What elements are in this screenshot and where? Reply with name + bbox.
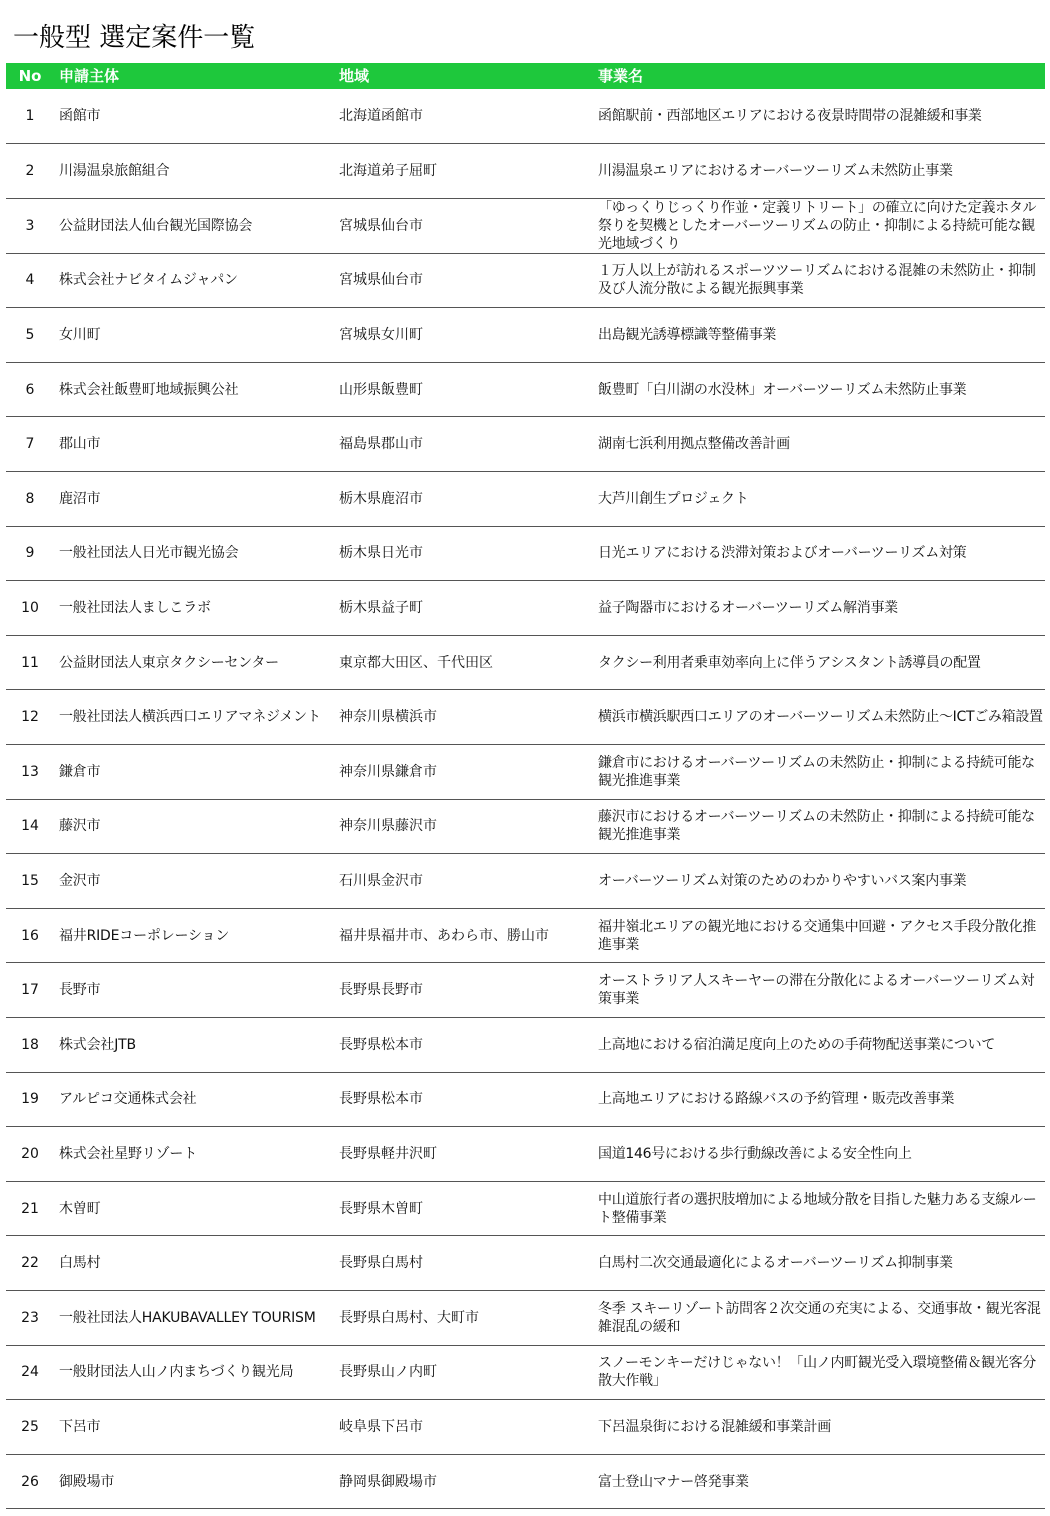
row-applicant: 一般財団法人山ノ内まちづくり観光局 [54,1345,334,1400]
row-region: 宮城県女川町 [334,308,593,363]
row-no: 11 [6,635,54,690]
row-region: 石川県金沢市 [334,854,593,909]
row-no: 9 [6,526,54,581]
row-applicant: 鹿沼市 [54,472,334,527]
row-region: 長野県松本市 [334,1072,593,1127]
row-no: 15 [6,854,54,909]
row-no: 23 [6,1290,54,1345]
row-applicant: 株式会社星野リゾート [54,1127,334,1182]
row-project: 上高地における宿泊満足度向上のための手荷物配送事業について [593,1018,1045,1073]
row-applicant: 株式会社飯豊町地域振興公社 [54,362,334,417]
table-row [6,89,1045,144]
row-applicant: 川湯温泉旅館組合 [54,144,334,199]
row-project: 富士登山マナー啓発事業 [593,1454,1045,1509]
row-no: 2 [6,144,54,199]
table-body [6,89,1045,1509]
row-region: 神奈川県横浜市 [334,690,593,745]
row-applicant: 株式会社ナビタイムジャパン [54,253,334,308]
row-applicant: 下呂市 [54,1400,334,1455]
row-no: 12 [6,690,54,745]
table-row [6,1181,1045,1236]
row-region: 長野県松本市 [334,1018,593,1073]
header-project: 事業名 [593,63,1045,89]
table-row [6,1345,1045,1400]
row-project: 中山道旅行者の選択肢増加による地域分散を目指した魅力ある支線ルート整備事業 [593,1181,1045,1236]
table-row [6,1018,1045,1073]
table-row [6,144,1045,199]
row-no: 13 [6,745,54,800]
table-row [6,799,1045,854]
header-region: 地域 [334,63,593,89]
row-region: 福島県郡山市 [334,417,593,472]
row-region: 栃木県益子町 [334,581,593,636]
row-applicant: 御殿場市 [54,1454,334,1509]
table-row [6,854,1045,909]
row-region: 長野県白馬村、大町市 [334,1290,593,1345]
row-applicant: 一般社団法人HAKUBAVALLEY TOURISM [54,1290,334,1345]
row-no: 17 [6,963,54,1018]
table-row [6,1400,1045,1455]
row-no: 3 [6,198,54,253]
row-project: 藤沢市におけるオーバーツーリズムの未然防止・抑制による持続可能な観光推進事業 [593,799,1045,854]
row-region: 北海道函館市 [334,89,593,144]
header-applicant: 申請主体 [54,63,334,89]
row-project: 上高地エリアにおける路線バスの予約管理・販売改善事業 [593,1072,1045,1127]
row-no: 25 [6,1400,54,1455]
row-project: 下呂温泉街における混雑緩和事業計画 [593,1400,1045,1455]
row-applicant: 女川町 [54,308,334,363]
table-row [6,1454,1045,1509]
row-region: 長野県長野市 [334,963,593,1018]
row-applicant: 木曽町 [54,1181,334,1236]
row-region: 福井県福井市、あわら市、勝山市 [334,908,593,963]
row-applicant: 一般社団法人横浜西口エリアマネジメント [54,690,334,745]
table-row [6,908,1045,963]
row-project: 益子陶器市におけるオーバーツーリズム解消事業 [593,581,1045,636]
row-no: 22 [6,1236,54,1291]
row-applicant: 藤沢市 [54,799,334,854]
row-region: 長野県軽井沢町 [334,1127,593,1182]
row-no: 5 [6,308,54,363]
row-region: 長野県白馬村 [334,1236,593,1291]
row-applicant: 金沢市 [54,854,334,909]
row-applicant: 公益財団法人東京タクシーセンター [54,635,334,690]
row-region: 東京都大田区、千代田区 [334,635,593,690]
row-no: 24 [6,1345,54,1400]
row-applicant: 公益財団法人仙台観光国際協会 [54,198,334,253]
row-project: タクシー利用者乗車効率向上に伴うアシスタント誘導員の配置 [593,635,1045,690]
row-project: 福井嶺北エリアの観光地における交通集中回避・アクセス手段分散化推進事業 [593,908,1045,963]
row-project: 出島観光誘導標識等整備事業 [593,308,1045,363]
table-row [6,362,1045,417]
table-header [6,63,1045,89]
row-region: 岐阜県下呂市 [334,1400,593,1455]
row-applicant: 白馬村 [54,1236,334,1291]
row-region: 山形県飯豊町 [334,362,593,417]
row-project: 冬季 スキーリゾート訪問客２次交通の充実による、交通事故・観光客混雑混乱の緩和 [593,1290,1045,1345]
row-no: 7 [6,417,54,472]
row-no: 18 [6,1018,54,1073]
row-region: 神奈川県藤沢市 [334,799,593,854]
row-project: 鎌倉市におけるオーバーツーリズムの未然防止・抑制による持続可能な観光推進事業 [593,745,1045,800]
selected-projects-table [6,63,1045,1509]
row-region: 宮城県仙台市 [334,198,593,253]
header-no: No [6,63,54,89]
row-no: 20 [6,1127,54,1182]
row-project: 川湯温泉エリアにおけるオーバーツーリズム未然防止事業 [593,144,1045,199]
row-no: 10 [6,581,54,636]
table-row [6,198,1045,253]
row-no: 21 [6,1181,54,1236]
table-row [6,745,1045,800]
table-row [6,1290,1045,1345]
page-title: 一般型 選定案件一覧 [13,23,256,53]
table-row [6,690,1045,745]
row-applicant: アルピコ交通株式会社 [54,1072,334,1127]
table-header-row [6,63,1045,89]
table-row [6,308,1045,363]
row-region: 北海道弟子屈町 [334,144,593,199]
row-applicant: 鎌倉市 [54,745,334,800]
row-region: 栃木県鹿沼市 [334,472,593,527]
row-project: 国道146号における歩行動線改善による安全性向上 [593,1127,1045,1182]
row-no: 6 [6,362,54,417]
table-row [6,526,1045,581]
table-row [6,1072,1045,1127]
row-region: 静岡県御殿場市 [334,1454,593,1509]
table-row [6,417,1045,472]
row-region: 長野県木曽町 [334,1181,593,1236]
row-applicant: 福井RIDEコーポレーション [54,908,334,963]
row-applicant: 株式会社JTB [54,1018,334,1073]
table-row [6,472,1045,527]
row-region: 長野県山ノ内町 [334,1345,593,1400]
row-project: １万人以上が訪れるスポーツツーリズムにおける混雑の未然防止・抑制及び人流分散による観光振興事業 [593,253,1045,308]
row-project: 「ゆっくりじっくり作並・定義リトリート」の確立に向けた定義ホタル祭りを契機としたオーバーツーリズムの防止・抑制による持続可能な観光地域づくり [593,198,1045,253]
row-applicant: 一般社団法人ましこラボ [54,581,334,636]
row-no: 16 [6,908,54,963]
table-row [6,1127,1045,1182]
table-row [6,581,1045,636]
row-applicant: 郡山市 [54,417,334,472]
row-project: スノーモンキーだけじゃない！「山ノ内町観光受入環境整備＆観光客分散大作戦」 [593,1345,1045,1400]
row-project: 飯豊町「白川湖の水没林」オーバーツーリズム未然防止事業 [593,362,1045,417]
row-no: 4 [6,253,54,308]
row-no: 19 [6,1072,54,1127]
row-no: 8 [6,472,54,527]
row-project: 函館駅前・西部地区エリアにおける夜景時間帯の混雑緩和事業 [593,89,1045,144]
row-no: 14 [6,799,54,854]
table-row [6,635,1045,690]
row-applicant: 一般社団法人日光市観光協会 [54,526,334,581]
row-project: 白馬村二次交通最適化によるオーバーツーリズム抑制事業 [593,1236,1045,1291]
row-no: 1 [6,89,54,144]
row-region: 栃木県日光市 [334,526,593,581]
row-project: 横浜市横浜駅西口エリアのオーバーツーリズム未然防止～ICTごみ箱設置 [593,690,1045,745]
row-project: 日光エリアにおける渋滞対策およびオーバーツーリズム対策 [593,526,1045,581]
row-no: 26 [6,1454,54,1509]
row-applicant: 長野市 [54,963,334,1018]
row-region: 神奈川県鎌倉市 [334,745,593,800]
row-project: オーストラリア人スキーヤーの滞在分散化によるオーバーツーリズム対策事業 [593,963,1045,1018]
row-project: 湖南七浜利用拠点整備改善計画 [593,417,1045,472]
row-region: 宮城県仙台市 [334,253,593,308]
table-row [6,963,1045,1018]
row-project: 大芦川創生プロジェクト [593,472,1045,527]
row-project: オーバーツーリズム対策のためのわかりやすいバス案内事業 [593,854,1045,909]
table-row [6,253,1045,308]
row-applicant: 函館市 [54,89,334,144]
table-row [6,1236,1045,1291]
